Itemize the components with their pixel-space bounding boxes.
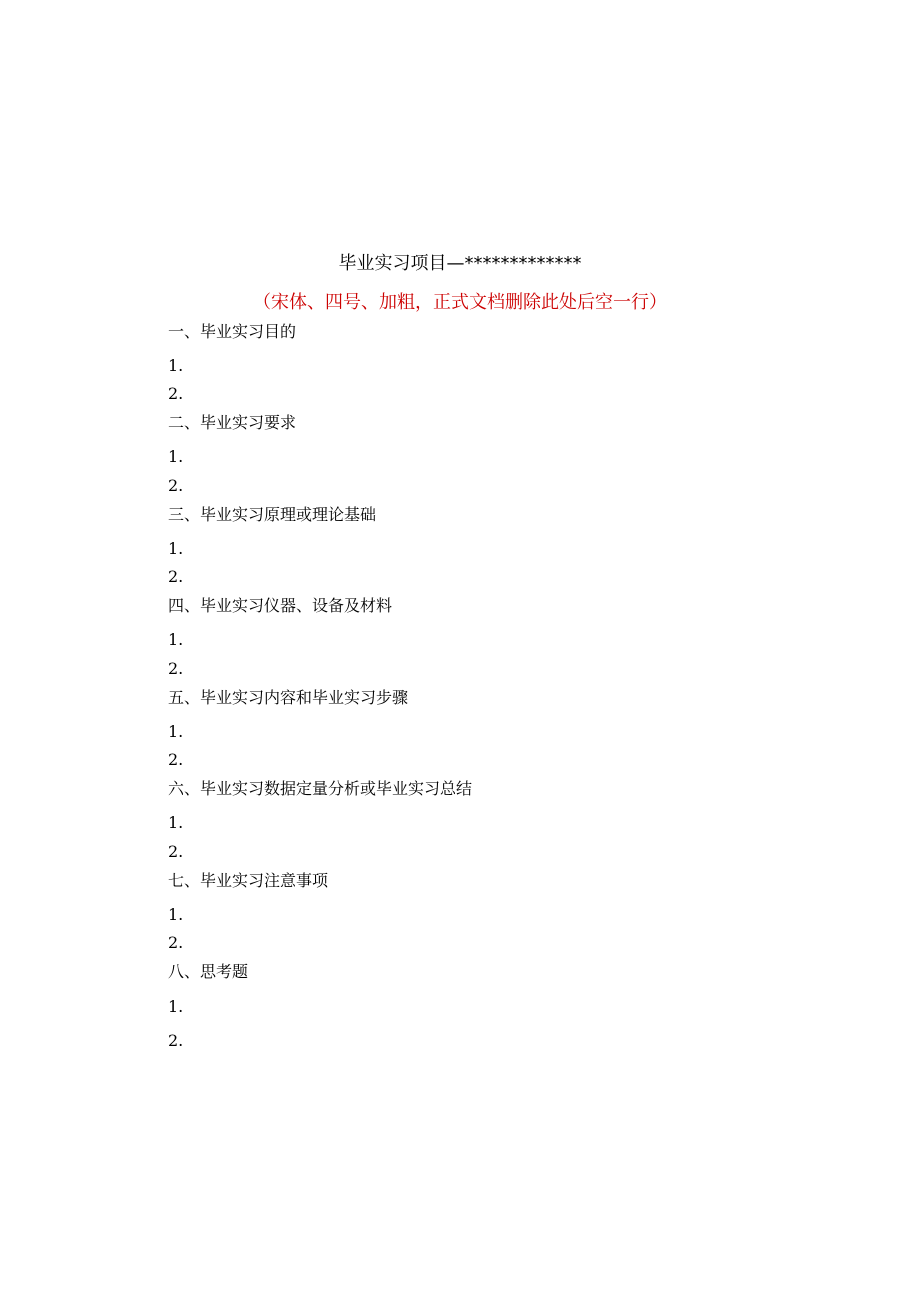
section-heading: 四、毕业实习仪器、设备及材料 [168,596,393,615]
list-item-number: 1. [168,630,184,649]
section-heading: 八、思考题 [168,962,249,981]
list-item-number: 1. [168,539,184,558]
list-item-number: 1. [168,997,184,1016]
list-item-number: 1. [168,905,184,924]
list-item-number: 1. [168,356,184,375]
section-heading: 七、毕业实习注意事项 [168,871,329,890]
list-item-number: 2. [168,567,184,586]
section-heading: 五、毕业实习内容和毕业实习步骤 [168,688,409,707]
list-item-number: 1. [168,813,184,832]
document-title: 毕业实习项目—************* [338,253,582,274]
list-item-number: 2. [168,476,184,495]
list-item-number: 2. [168,659,184,678]
list-item-number: 1. [168,722,184,741]
list-item-number: 1. [168,447,184,466]
list-item-number: 2. [168,1031,184,1050]
section-heading: 六、毕业实习数据定量分析或毕业实习总结 [168,779,473,798]
list-item-number: 2. [168,842,184,861]
format-note: （宋体、四号、加粗，正式文档删除此处后空一行） [253,292,667,313]
section-heading: 三、毕业实习原理或理论基础 [168,505,377,524]
section-heading: 一、毕业实习目的 [168,322,297,341]
list-item-number: 2. [168,933,184,952]
section-heading: 二、毕业实习要求 [168,413,297,432]
list-item-number: 2. [168,384,184,403]
list-item-number: 2. [168,750,184,769]
